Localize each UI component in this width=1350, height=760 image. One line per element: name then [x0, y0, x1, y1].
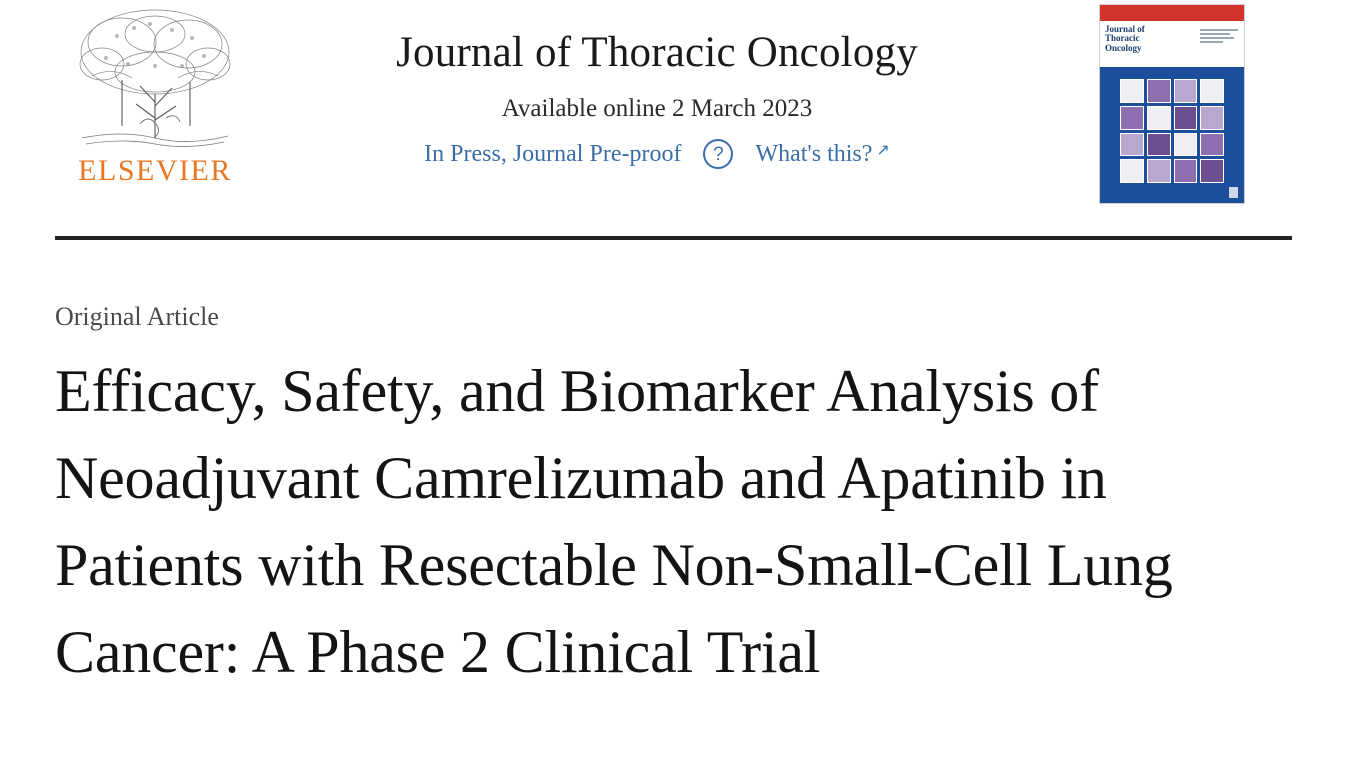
journal-info — [255, 0, 1099, 169]
header-divider — [55, 236, 1315, 240]
press-status-row — [255, 139, 1059, 169]
external-link-arrow-icon: ↗ — [876, 142, 890, 160]
elsevier-tree-logo — [62, 6, 248, 156]
cover-masthead — [1100, 21, 1244, 67]
press-status: In Press, Journal Pre-proof — [424, 140, 682, 167]
journal-title: Journal of Thoracic Oncology — [396, 29, 918, 76]
question-mark-circle-icon[interactable]: ? — [703, 139, 733, 169]
cover-publisher-badge — [1200, 29, 1238, 49]
cover-title-line-1: Journal of — [1105, 24, 1145, 34]
cover-corner-mark — [1229, 187, 1238, 198]
cover-title-line-3: Oncology — [1105, 42, 1142, 53]
publisher-logo[interactable] — [55, 6, 255, 188]
whats-this-link[interactable] — [755, 141, 889, 168]
page-title: Efficacy, Safety, and Biomarker Analysis of Neoadjuvant Camrelizumab and Apatinib in Patients with Resectable Non-Small-Cell Lung Cancer: A Phase 2 Clinical Trial — [55, 358, 1173, 685]
journal-cover-thumbnail[interactable] — [1099, 4, 1245, 204]
cover-top-band — [1100, 5, 1244, 21]
article-heading-block — [35, 302, 1315, 696]
cover-artwork — [1100, 67, 1244, 203]
right-gutter — [1292, 0, 1350, 760]
availability-date: Available online 2 March 2023 — [501, 95, 813, 123]
article-type-label: Original Article — [55, 302, 219, 331]
journal-header — [35, 0, 1315, 240]
whats-this-label: What's this? — [755, 140, 873, 167]
cover-title-line-2: Thoracic — [1105, 33, 1140, 44]
publisher-name: ELSEVIER — [78, 154, 232, 187]
